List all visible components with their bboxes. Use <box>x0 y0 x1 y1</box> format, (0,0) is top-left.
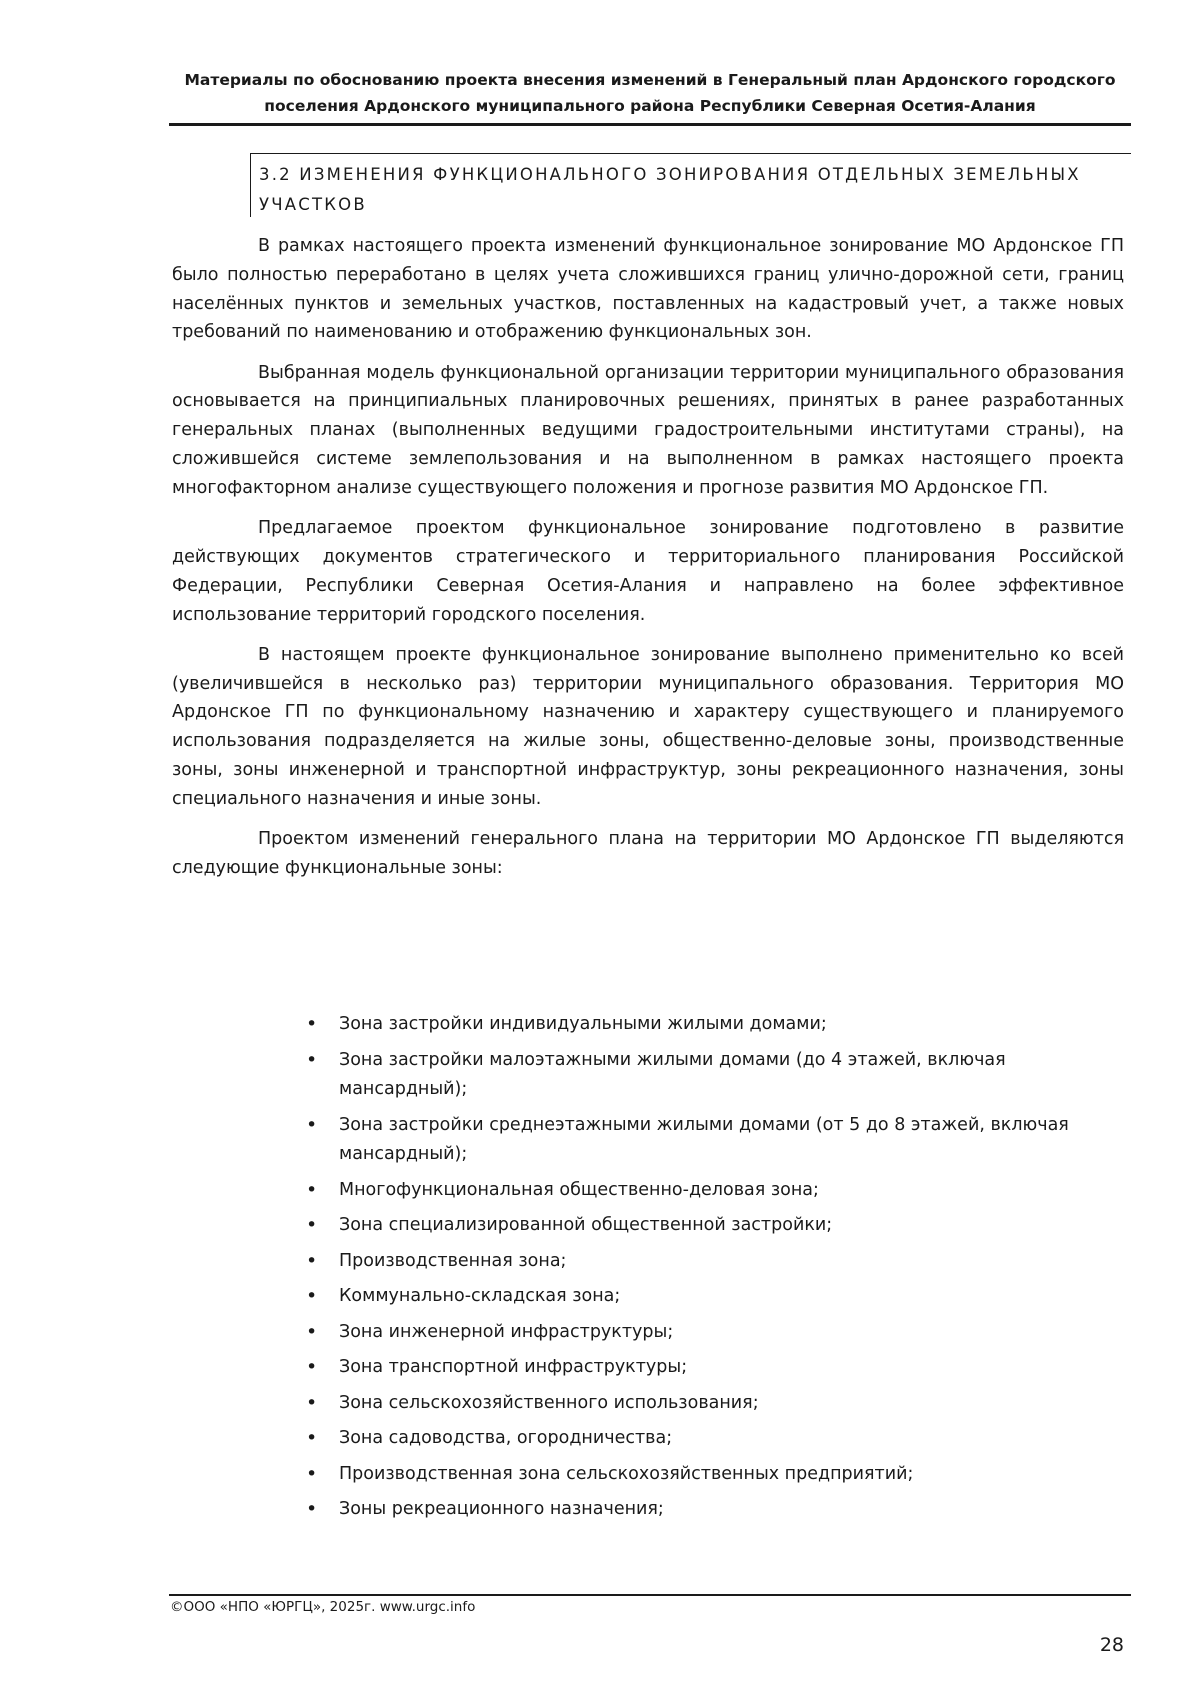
list-item: • Зона сельскохозяйственного использования; <box>300 1389 1100 1419</box>
list-item: • Производственная зона; <box>300 1247 1100 1277</box>
page-number: 28 <box>1099 1634 1124 1656</box>
list-item: • Зона транспортной инфраструктуры; <box>300 1353 1100 1383</box>
list-item: • Зона инженерной инфраструктуры; <box>300 1318 1100 1348</box>
list-item: • Зоны рекреационного назначения; <box>300 1495 1100 1525</box>
list-item: • Коммунально-складская зона; <box>300 1282 1100 1312</box>
footer-copyright: ©ООО «НПО «ЮРГЦ», 2025г. www.urgc.info <box>170 1599 476 1615</box>
list-item: • Зона застройки среднеэтажными жилыми домами (от 5 до 8 этажей, включая мансардный); <box>300 1111 1100 1170</box>
footer-divider <box>169 1594 1131 1596</box>
paragraph: Предлагаемое проектом функциональное зонирование подготовлено в развитие действующих документов стратегического и территориального планирования Российской Федерации, Республики Северная Осетия-Алания и направлено на более эффективное использование территорий городского поселения. <box>172 518 1124 625</box>
header-divider <box>169 123 1131 126</box>
list-item: • Зона специализированной общественной застройки; <box>300 1211 1100 1241</box>
section-heading-box <box>250 153 1131 217</box>
header-title: Материалы по обоснованию проекта внесения изменений в Генеральный план Ардонского городского поселения Ардонского муниципального района Республики Северная Осетия-Алания <box>184 71 1116 115</box>
zones-list <box>300 1010 1100 1531</box>
paragraph: Выбранная модель функциональной организации территории муниципального образования основывается на принципиальных планировочных решениях, принятых в ранее разработанных генеральных планах (выполненных ведущими градостроительными институтами страны), на сложившейся системе землепользования и на выполненном в рамках настоящего проекта многофакторном анализе существующего положения и прогнозе развития МО Ардонское ГП. <box>172 362 1124 498</box>
list-item: • Зона застройки малоэтажными жилыми домами (до 4 этажей, включая мансардный); <box>300 1046 1100 1105</box>
list-item: • Производственная зона сельскохозяйственных предприятий; <box>300 1460 1100 1490</box>
list-item: • Зона застройки индивидуальными жилыми домами; <box>300 1010 1100 1040</box>
paragraph: Проектом изменений генерального плана на территории МО Ардонское ГП выделяются следующие функциональные зоны: <box>172 829 1124 878</box>
section-title: 3.2 ИЗМЕНЕНИЯ ФУНКЦИОНАЛЬНОГО ЗОНИРОВАНИЯ ОТДЕЛЬНЫХ ЗЕМЕЛЬНЫХ УЧАСТКОВ <box>259 165 1081 214</box>
paragraph: В рамках настоящего проекта изменений функциональное зонирование МО Ардонское ГП было полностью переработано в целях учета сложившихся границ улично-дорожной сети, границ населённых пунктов и земельных участков, поставленных на кадастровый учет, а также новых требований по наименованию и отображению функциональных зон. <box>172 236 1124 343</box>
list-item: • Зона садоводства, огородничества; <box>300 1424 1100 1454</box>
paragraph: В настоящем проекте функциональное зонирование выполнено применительно ко всей (увеличившейся в несколько раз) территории муниципального образования. Территория МО Ардонское ГП по функциональному назначению и характеру существующего и планируемого использования подразделяется на жилые зоны, общественно-деловые зоны, производственные зоны, зоны инженерной и транспортной инфраструктур, зоны рекреационного назначения, зоны специального назначения и иные зоны. <box>172 644 1124 809</box>
body-text <box>172 232 1124 894</box>
list-item: • Многофункциональная общественно-деловая зона; <box>300 1176 1100 1206</box>
